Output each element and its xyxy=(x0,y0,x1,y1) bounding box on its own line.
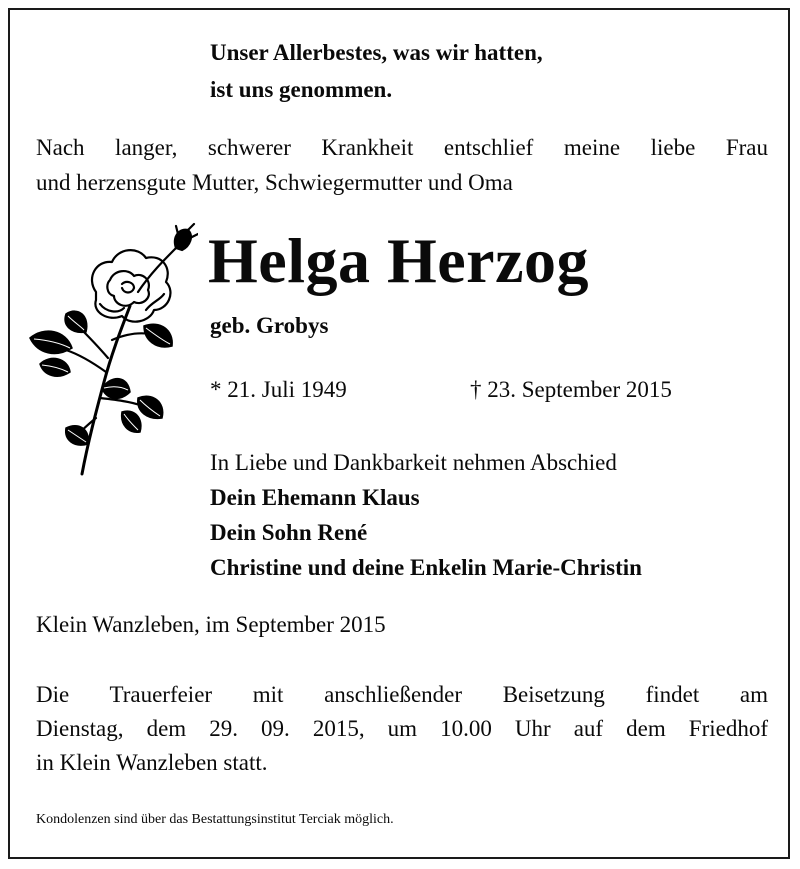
funeral-line-2: Dienstag, dem 29. 09. 2015, um 10.00 Uhr auf dem Friedhof xyxy=(36,716,768,741)
farewell-intro: In Liebe und Dankbarkeit nehmen Abschied xyxy=(210,450,617,475)
death-date: † 23. September 2015 xyxy=(470,377,672,402)
funeral-info xyxy=(36,678,768,780)
funeral-line-3: in Klein Wanzleben statt. xyxy=(36,750,268,775)
intro-line-2: und herzensgute Mutter, Schwiegermutter und Oma xyxy=(36,170,513,195)
condolences-note: Kondolenzen sind über das Bestattungsinstitut Terciak möglich. xyxy=(36,812,394,827)
funeral-line-1: Die Trauerfeier mit anschließender Beisetzung findet am xyxy=(36,682,768,707)
motto-line-2: ist uns genommen. xyxy=(210,77,393,102)
mourner-3: Christine und deine Enkelin Marie-Christin xyxy=(210,555,642,580)
deceased-name: Helga Herzog xyxy=(208,225,589,296)
mourner-1: Dein Ehemann Klaus xyxy=(210,485,420,510)
farewell-block xyxy=(210,445,642,585)
place-date: Klein Wanzleben, im September 2015 xyxy=(36,612,386,637)
motto-line-1: Unser Allerbestes, was wir hatten, xyxy=(210,40,543,65)
rose-icon xyxy=(26,222,198,484)
birth-name: geb. Grobys xyxy=(210,313,329,338)
motto xyxy=(210,34,543,108)
intro-line-1: Nach langer, schwerer Krankheit entschlief meine liebe Frau xyxy=(36,135,768,160)
intro-text xyxy=(36,130,768,200)
birth-date: * 21. Juli 1949 xyxy=(210,377,347,402)
mourner-2: Dein Sohn René xyxy=(210,520,368,545)
